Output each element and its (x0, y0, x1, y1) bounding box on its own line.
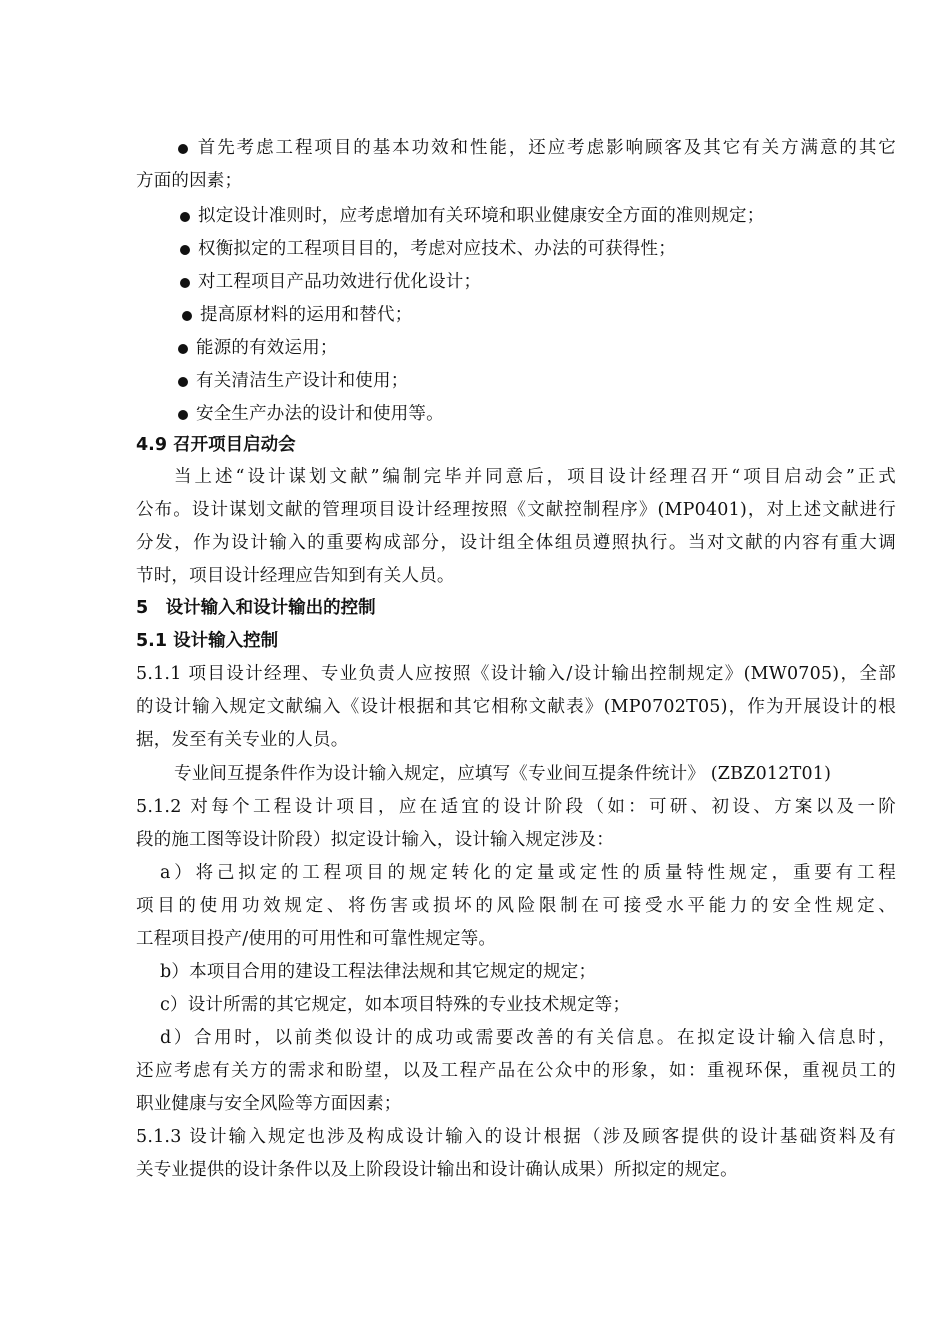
paragraph-line: 还应考虑有关方的需求和盼望，以及工程产品在公众中的形象，如：重视环保，重视员工的 (136, 1061, 896, 1081)
section-heading-5-1: 5.1 设计输入控制 (136, 631, 279, 651)
bullet-dot-icon (178, 344, 188, 354)
bullet-text: 提高原材料的运用和替代； (200, 305, 413, 325)
bullet-dot-icon (178, 144, 188, 154)
paragraph-line: 5.1.2 对每个工程设计项目，应在适宜的设计阶段（如：可研、初设、方案以及一阶 (136, 797, 896, 817)
bullet-dot-icon (180, 245, 190, 255)
paragraph-line: 段的施工图等设计阶段）拟定设计输入，设计输入规定涉及： (136, 830, 614, 850)
paragraph-line: 工程项目投产/使用的可用性和可靠性规定等。 (136, 929, 497, 949)
paragraph-line: b）本项目合用的建设工程法律法规和其它规定的规定； (160, 962, 597, 982)
paragraph-line: 专业间互提条件作为设计输入规定，应填写《专业间互提条件统计》 (ZBZ012T01) (174, 764, 832, 784)
section-heading-5: 5 设计输入和设计输出的控制 (136, 598, 376, 618)
paragraph-line: 公布。设计谋划文献的管理项目设计经理按照《文献控制程序》(MP0401)，对上述文献进行 (136, 500, 896, 520)
bullet-item (178, 337, 338, 359)
bullet-dot-icon (182, 311, 192, 321)
paragraph-line: 5.1.1 项目设计经理、专业负责人应按照《设计输入/设计输出控制规定》(MW0705)，全部 (136, 664, 896, 684)
bullet-dot-icon (180, 278, 190, 288)
bullet-dot-icon (180, 212, 190, 222)
bullet-text: 权衡拟定的工程项目目的，考虑对应技术、办法的可获得性； (198, 239, 676, 259)
paragraph-line: c）设计所需的其它规定，如本项目特殊的专业技术规定等； (160, 995, 631, 1015)
bullet-text: 首先考虑工程项目的基本功效和性能，还应考虑影响顾客及其它有关方满意的其它 (196, 138, 896, 158)
paragraph-line: 项目的使用功效规定、将伤害或损坏的风险限制在可接受水平能力的安全性规定、 (136, 896, 896, 916)
bullet-dot-icon (178, 377, 188, 387)
paragraph-line: 分发，作为设计输入的重要构成部分，设计组全体组员遵照执行。当对文献的内容有重大调 (136, 533, 896, 553)
paragraph-line: 据，发至有关专业的人员。 (136, 730, 349, 750)
bullet-item (180, 238, 676, 260)
paragraph-line: 当上述“设计谋划文献”编制完毕并同意后，项目设计经理召开“项目启动会”正式 (174, 467, 896, 487)
paragraph-line: 5.1.3 设计输入规定也涉及构成设计输入的设计根据（涉及顾客提供的设计基础资料及有 (136, 1127, 896, 1147)
paragraph-line: d）合用时，以前类似设计的成功或需要改善的有关信息。在拟定设计输入信息时， (160, 1028, 896, 1048)
bullet-item (178, 403, 444, 425)
bullet-text: 对工程项目产品功效进行优化设计； (198, 272, 482, 292)
paragraph-line: 职业健康与安全风险等方面因素； (136, 1094, 402, 1114)
bullet-item (178, 370, 408, 392)
bullet-continuation: 方面的因素； (136, 171, 243, 191)
bullet-dot-icon (178, 410, 188, 420)
bullet-item (182, 304, 412, 326)
bullet-text: 安全生产办法的设计和使用等。 (196, 404, 444, 424)
bullet-item (180, 205, 764, 227)
bullet-text: 拟定设计准则时，应考虑增加有关环境和职业健康安全方面的准则规定； (198, 206, 765, 226)
paragraph-line: 节时，项目设计经理应告知到有关人员。 (136, 566, 455, 586)
paragraph-line: 关专业提供的设计条件以及上阶段设计输出和设计确认成果）所拟定的规定。 (136, 1160, 738, 1180)
paragraph-line: 的设计输入规定文献编入《设计根据和其它相称文献表》(MP0702T05)，作为开展设计的根 (136, 697, 896, 717)
section-heading-4-9: 4.9 召开项目启动会 (136, 435, 296, 455)
bullet-item (178, 137, 896, 159)
bullet-text: 能源的有效运用； (196, 338, 338, 358)
bullet-text: 有关清洁生产设计和使用； (196, 371, 409, 391)
bullet-item (180, 271, 481, 293)
paragraph-line: a）将己拟定的工程项目的规定转化的定量或定性的质量特性规定，重要有工程 (160, 863, 896, 883)
